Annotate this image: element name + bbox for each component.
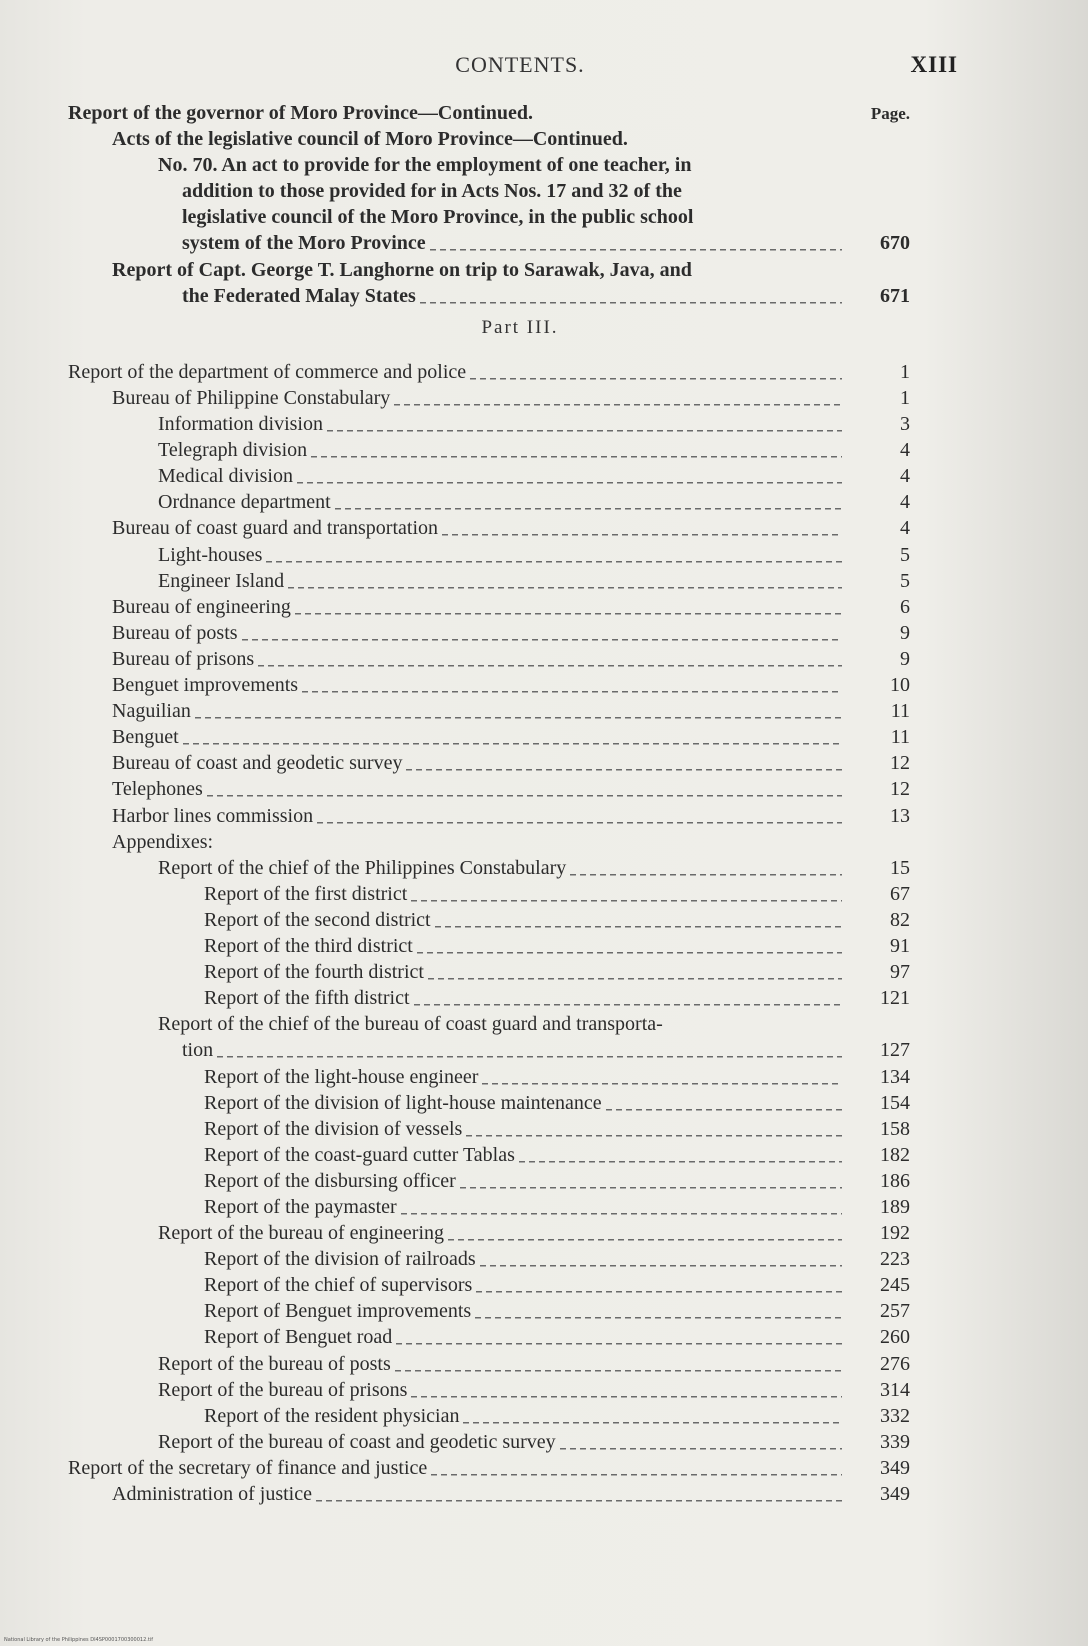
toc-entry-page: 189 [880,1196,910,1218]
toc-entry-title: Information division [158,413,323,435]
toc-entry-title: Report of the chief of the Philippines Constabulary [158,857,567,879]
leader-dots [183,724,842,751]
toc-entry-page: 223 [880,1248,910,1270]
toc-entry-page: 276 [880,1353,910,1375]
leader-dots [431,1455,842,1482]
toc-entry-page: 3 [900,413,910,435]
toc-entry [0,1037,1088,1064]
toc-entry-title: Report of Benguet road [204,1326,393,1348]
leader-dots [411,1377,842,1404]
toc-entry-title: Report of the light-house engineer [204,1066,479,1088]
toc-entry [0,620,1088,647]
toc-entry-title: Report of the division of railroads [204,1248,476,1270]
leader-dots [475,1298,842,1325]
toc-entry [0,776,1088,803]
toc-entry [0,1324,1088,1351]
toc-entry [0,1168,1088,1195]
toc-entry-title: Report of the division of vessels [204,1118,463,1140]
toc-entry-title: Bureau of coast and geodetic survey [112,752,403,774]
toc-entry [0,959,1088,986]
toc-entry-page: 11 [890,726,910,748]
toc-entry [0,724,1088,751]
toc-entry-page: 67 [890,883,910,905]
toc-entry-page: 10 [890,674,910,696]
leader-dots [442,515,842,542]
toc-entry [0,463,1088,490]
leader-dots [242,620,842,647]
toc-entry-title: Report of the department of commerce and police [68,361,467,383]
leader-dots [463,1403,842,1430]
leader-dots [396,1324,842,1351]
toc-entry-page: 82 [890,909,910,931]
toc-entry-title: Bureau of prisons [112,648,255,670]
toc-entry [0,672,1088,699]
toc-entry [0,257,1088,284]
toc-entry-page: 97 [890,961,910,983]
toc-entry-title: Benguet improvements [112,674,299,696]
toc-entry-page: 245 [880,1274,910,1296]
toc-entry [0,907,1088,934]
leader-dots [327,411,842,438]
toc-entry-title: system of the Moro Province [182,232,426,254]
toc-entry [0,152,1088,179]
toc-entry [0,100,1088,127]
toc-entry [0,985,1088,1012]
toc-entry-title: Report of the division of light-house maintenance [204,1092,602,1114]
toc-entry-title: Report of the fifth district [204,987,410,1009]
toc-entry [0,283,1088,310]
toc-entry-title: Report of the paymaster [204,1196,397,1218]
toc-entry [0,1220,1088,1247]
toc-entry-title: Bureau of Philippine Constabulary [112,387,391,409]
toc-entry-title: Engineer Island [158,570,285,592]
toc-entry-title: Report of the first district [204,883,408,905]
toc-entry [0,568,1088,595]
leader-dots [414,985,842,1012]
leader-dots [258,646,842,673]
toc-entry [0,178,1088,205]
leader-dots [482,1064,842,1091]
toc-entry-title: the Federated Malay States [182,285,416,307]
toc-entry-page: 182 [880,1144,910,1166]
leader-dots [417,933,842,960]
toc-entry-title: Telegraph division [158,439,308,461]
toc-entry-title: Bureau of coast guard and transportation [112,517,439,539]
leader-dots [519,1142,842,1169]
toc-entry-title: Medical division [158,465,293,487]
toc-entry [0,1090,1088,1117]
leader-dots [460,1168,842,1195]
toc-entry [0,1455,1088,1482]
toc-entry-page: 121 [880,987,910,1009]
leader-dots [466,1116,842,1143]
toc-entry [0,542,1088,569]
toc-entry-title: Harbor lines commission [112,805,314,827]
toc-entry-title: Report of the second district [204,909,431,931]
toc-entry [0,1481,1088,1508]
toc-entry-title: Report of the bureau of engineering [158,1222,445,1244]
toc-entry [0,204,1088,231]
leader-dots [297,463,842,490]
leader-dots [606,1090,842,1117]
toc-entry-page: 158 [880,1118,910,1140]
toc-entry [0,750,1088,777]
toc-entry-page: 1 [900,361,910,383]
toc-entry-title: Report of Capt. George T. Langhorne on trip to Sarawak, Java, and [112,259,692,281]
leader-dots [195,698,842,725]
leader-dots [311,437,842,464]
toc-entry-title: Telephones [112,778,203,800]
leader-dots [395,1351,842,1378]
leader-dots [435,907,842,934]
toc-entry-title: Report of the third district [204,935,413,957]
toc-entry [0,1064,1088,1091]
toc-entry-page: 192 [880,1222,910,1244]
leader-dots [316,1481,842,1508]
toc-entry-title: Report of the chief of the bureau of coast guard and transporta- [158,1013,663,1035]
leader-dots [335,489,842,516]
toc-entry-page: 91 [890,935,910,957]
toc-entry [0,1429,1088,1456]
toc-entry-page: 5 [900,570,910,592]
toc-entry [0,515,1088,542]
toc-entry-page: 127 [880,1039,910,1061]
leader-dots [288,568,842,595]
toc-entry-page: 349 [880,1483,910,1505]
scan-footer-note: National Library of the Philippines DI4SP0001700300012.tif [4,1637,153,1643]
toc-entry-title: Report of the fourth district [204,961,424,983]
toc-entry-page: 9 [900,622,910,644]
toc-entry-title: Appendixes: [112,831,214,853]
toc-entry [0,933,1088,960]
page-number: XIII [910,52,958,77]
toc-entry [0,1377,1088,1404]
toc-entry-page: 257 [880,1300,910,1322]
toc-entry-title: Light-houses [158,544,263,566]
toc-entry [0,1194,1088,1221]
leader-dots [217,1037,842,1064]
toc-entry [0,230,1088,257]
toc-entry [0,594,1088,621]
toc-entry-title: addition to those provided for in Acts Nos. 17 and 32 of the [182,180,682,202]
toc-entry [0,1351,1088,1378]
toc-entry [0,1272,1088,1299]
toc-entry-title: No. 70. An act to provide for the employment of one teacher, in [158,154,692,176]
toc-entry-title: Report of the bureau of coast and geodetic survey [158,1431,556,1453]
leader-dots [302,672,842,699]
toc-entry-title: legislative council of the Moro Province, in the public school [182,206,694,228]
toc-entry [0,385,1088,412]
toc-entry-page: 671 [880,285,910,307]
toc-entry [0,698,1088,725]
toc-entry-title: Report of the governor of Moro Province—Continued. [68,102,533,124]
toc-entry [0,1116,1088,1143]
leader-dots [406,750,842,777]
toc-entry-page: 154 [880,1092,910,1114]
leader-dots [420,283,842,310]
toc-entry-title: Report of the bureau of posts [158,1353,391,1375]
toc-entry-title: Report of the chief of supervisors [204,1274,473,1296]
toc-entry [0,126,1088,153]
leader-dots [394,385,842,412]
part-heading: Part III. [481,316,559,338]
toc-entry-title: Naguilian [112,700,191,722]
leader-dots [430,230,842,257]
toc-entry-page: 15 [890,857,910,879]
leader-dots [560,1429,842,1456]
leader-dots [480,1246,842,1273]
toc-entry-title: Benguet [112,726,179,748]
toc-entry-title: Ordnance department [158,491,331,513]
toc-entry [0,411,1088,438]
toc-entry-title: Report of the disbursing officer [204,1170,456,1192]
toc-entry-title: Administration of justice [112,1483,312,1505]
toc-entry [0,359,1088,386]
leader-dots [448,1220,842,1247]
toc-entry-page: 4 [900,439,910,461]
toc-entry [0,803,1088,830]
toc-entry [0,1142,1088,1169]
toc-entry [0,1246,1088,1273]
toc-entry [0,489,1088,516]
toc-entry-page: 1 [900,387,910,409]
toc-entry-page: 186 [880,1170,910,1192]
page-title: CONTENTS. [455,52,585,77]
toc-entry-page: 13 [890,805,910,827]
toc-entry-title: tion [182,1039,214,1061]
page-column-label: Page. [870,104,910,123]
toc-entry [0,1403,1088,1430]
leader-dots [317,803,842,830]
toc-entry-title: Report of the resident physician [204,1405,460,1427]
leader-dots [470,359,842,386]
leader-dots [411,881,842,908]
toc-entry-page: 339 [880,1431,910,1453]
toc-entry [0,1011,1088,1038]
leader-dots [207,776,842,803]
toc-entry-page: 5 [900,544,910,566]
toc-entry [0,437,1088,464]
toc-entry-page: 4 [900,491,910,513]
leader-dots [570,855,842,882]
toc-entry-page: 332 [880,1405,910,1427]
toc-entry-title: Acts of the legislative council of Moro Province—Continued. [112,128,628,150]
toc-entry-page: 4 [900,517,910,539]
toc-entry-page: 349 [880,1457,910,1479]
toc-entry [0,829,1088,856]
toc-entry-title: Bureau of engineering [112,596,291,618]
leader-dots [295,594,842,621]
toc-entry-page: 260 [880,1326,910,1348]
toc-entry-page: 9 [900,648,910,670]
leader-dots [401,1194,842,1221]
toc-entry-title: Report of the secretary of finance and justice [68,1457,428,1479]
leader-dots [476,1272,842,1299]
toc-entry-page: 670 [880,232,910,254]
toc-entry-title: Report of the bureau of prisons [158,1379,408,1401]
toc-entry [0,1298,1088,1325]
toc-entry-title: Report of the coast-guard cutter Tablas [204,1144,515,1166]
toc-entry [0,881,1088,908]
toc-entry-page: 6 [900,596,910,618]
leader-dots [428,959,842,986]
leader-dots [266,542,842,569]
toc-entry-page: 4 [900,465,910,487]
toc-entry-page: 11 [890,700,910,722]
toc-entry-page: 134 [880,1066,910,1088]
toc-entry-title: Bureau of posts [112,622,238,644]
toc-entry-page: 12 [890,778,910,800]
toc-entry [0,855,1088,882]
toc-entry-title: Report of Benguet improvements [204,1300,472,1322]
toc-entry-page: 12 [890,752,910,774]
toc-entry [0,646,1088,673]
toc-entry-page: 314 [880,1379,910,1401]
